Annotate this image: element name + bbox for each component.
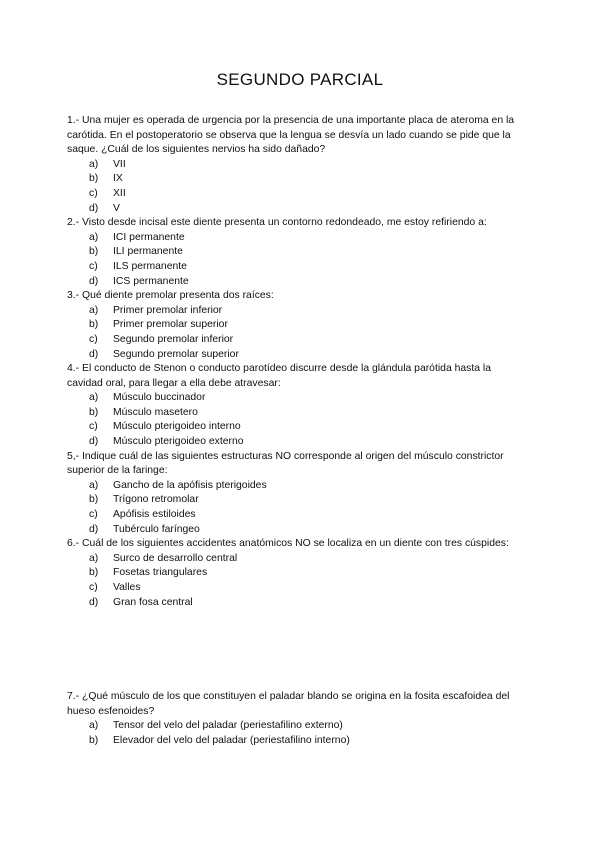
option-letter: b)	[89, 494, 99, 506]
answer-option	[67, 318, 527, 333]
option-letter: a)	[89, 304, 99, 316]
option-letter: d)	[89, 523, 99, 535]
option-text: ICI permanente	[113, 231, 185, 243]
answer-option	[67, 406, 527, 421]
option-text: Segundo premolar inferior	[113, 333, 234, 345]
answer-option	[67, 245, 527, 260]
answer-option	[67, 508, 527, 523]
option-text: ICS permanente	[113, 275, 189, 287]
option-text: XII	[113, 187, 126, 199]
question-text: 2.- Visto desde incisal este diente presenta un contorno redondeado, me estoy refiriendo a:	[67, 217, 487, 229]
answer-option	[67, 435, 527, 450]
option-text: Surco de desarrollo central	[113, 552, 238, 564]
option-letter: c)	[89, 187, 98, 199]
question-text: 6.- Cuál de los siguientes accidentes anatómicos NO se localiza en un diente con tres cúspides:	[67, 538, 509, 550]
question-text: 3.- Qué diente premolar presenta dos raíces:	[67, 290, 274, 302]
option-text: Músculo masetero	[113, 406, 198, 418]
question-1	[67, 114, 527, 216]
question-3	[67, 289, 527, 362]
option-letter: c)	[89, 333, 98, 345]
option-text: Primer premolar inferior	[113, 304, 223, 316]
option-letter: d)	[89, 275, 99, 287]
option-letter: b)	[89, 173, 99, 185]
answer-option	[67, 304, 527, 319]
question-2	[67, 216, 527, 289]
answer-option	[67, 202, 527, 217]
answer-option	[67, 275, 527, 290]
option-letter: c)	[89, 260, 98, 272]
option-letter: d)	[89, 596, 99, 608]
option-letter: d)	[89, 348, 99, 360]
question-text: 7.- ¿Qué músculo de los que constituyen el paladar blando se origina en la fosita escafoidea del hueso esfenoides?	[67, 691, 510, 717]
option-letter: a)	[89, 231, 99, 243]
option-letter: b)	[89, 246, 99, 258]
answer-option	[67, 333, 527, 348]
question-text: 4.- El conducto de Stenon o conducto parotídeo discurre desde la glándula parótida hasta la cavidad oral, para llegar a ella debe atravesar:	[67, 363, 491, 389]
answer-option	[67, 581, 527, 596]
answer-option	[67, 260, 527, 275]
question-text: 5,- Indique cuál de las siguientes estructuras NO corresponde al origen del músculo constrictor superior de la faringe:	[67, 450, 504, 477]
option-text: Valles	[113, 582, 141, 593]
option-text: Tensor del velo del paladar (periestafilino externo)	[113, 720, 343, 732]
option-letter: d)	[89, 436, 99, 448]
answer-option	[67, 596, 527, 611]
option-text: Tubérculo faríngeo	[113, 523, 200, 535]
option-letter: a)	[89, 158, 99, 170]
option-letter: b)	[89, 734, 99, 746]
answer-option	[67, 479, 527, 494]
option-text: Trígono retromolar	[113, 494, 199, 506]
questions-block-2	[67, 690, 527, 748]
option-text: Apófisis estiloides	[113, 509, 196, 521]
answer-option	[67, 552, 527, 567]
option-text: Segundo premolar superior	[113, 348, 239, 360]
option-letter: a)	[89, 392, 99, 404]
option-letter: a)	[89, 552, 99, 564]
option-letter: b)	[89, 406, 99, 418]
answer-option	[67, 391, 527, 406]
answer-option	[67, 493, 527, 508]
answer-option	[67, 734, 527, 749]
option-text: V	[113, 202, 120, 214]
answer-option	[67, 523, 527, 538]
option-letter: d)	[89, 202, 99, 214]
question-text: 1.- Una mujer es operada de urgencia por la presencia de una importante placa de ateroma en la carótida. En el postoperatorio se observa que la lengua se desvía un lado cuando se pide que la saque. ¿Cuál de los siguientes nervios ha sido dañado?	[67, 115, 515, 156]
answer-option	[67, 158, 527, 173]
option-letter: c)	[89, 582, 98, 593]
option-letter: b)	[89, 319, 99, 331]
answer-option	[67, 231, 527, 246]
option-letter: c)	[89, 421, 98, 433]
option-text: VII	[113, 158, 126, 170]
question-7	[67, 690, 527, 748]
option-letter: a)	[89, 479, 99, 491]
answer-option	[67, 348, 527, 363]
answer-option	[67, 187, 527, 202]
option-text: Fosetas triangulares	[113, 567, 208, 579]
option-text: Gran fosa central	[113, 596, 193, 608]
option-letter: c)	[89, 509, 98, 521]
option-text: ILS permanente	[113, 260, 187, 272]
question-4	[67, 362, 527, 450]
page-title: SEGUNDO PARCIAL	[216, 70, 384, 89]
option-text: Músculo pterigoideo externo	[113, 436, 244, 448]
option-text: Músculo pterigoideo interno	[113, 421, 241, 433]
question-6	[67, 537, 527, 610]
questions-block-1	[67, 114, 527, 610]
option-text: Gancho de la apófisis pterigoides	[113, 479, 267, 491]
option-text: Primer premolar superior	[113, 319, 228, 331]
answer-option	[67, 566, 527, 581]
option-letter: b)	[89, 567, 99, 579]
option-text: Elevador del velo del paladar (periestafilino interno)	[113, 734, 350, 746]
option-text: IX	[113, 173, 123, 185]
answer-option	[67, 420, 527, 435]
answer-option	[67, 719, 527, 734]
answer-option	[67, 172, 527, 187]
option-text: ILI permanente	[113, 246, 183, 258]
option-text: Músculo buccinador	[113, 392, 206, 404]
option-letter: a)	[89, 720, 99, 732]
question-5	[67, 450, 527, 538]
